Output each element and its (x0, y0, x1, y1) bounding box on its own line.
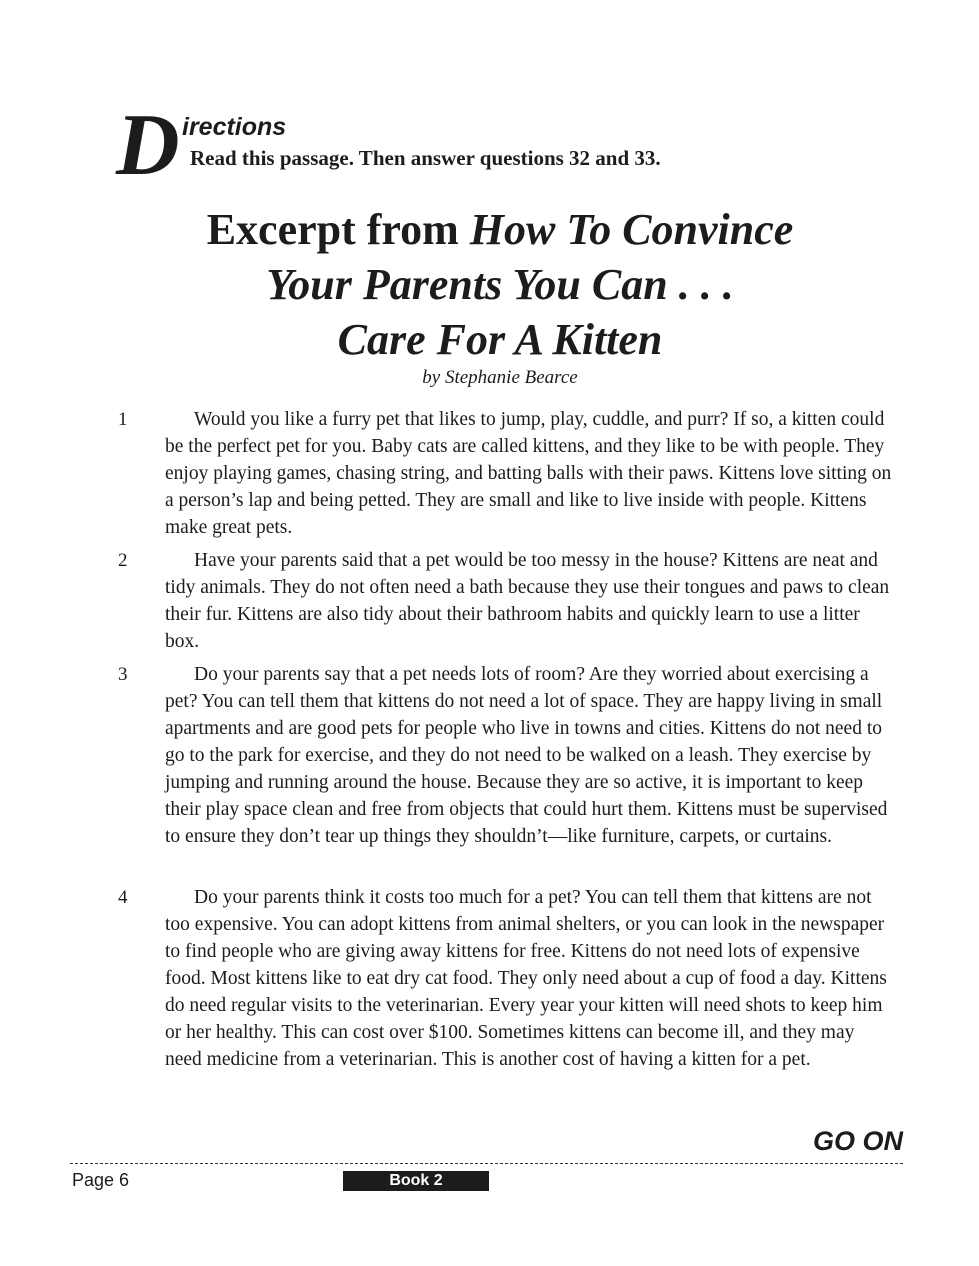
book-label: Book 2 (343, 1171, 489, 1191)
paragraph-text: Do your parents say that a pet needs lots of room? Are they worried about exercising a pet? You can tell them that kittens do not need a lot of space. They are happy living in small apartments and are good pets for people who live in towns and cities. Kittens do not need to go to the park for exercise, and they do not need to be walked on a leash. They exercise by jumping and running around the house. Because they are so active, it is important to keep their play space clean and free from objects that could hurt them. Kittens must be supervised to ensure they don’t tear up things they shouldn’t—like furniture, carpets, or curtains. (165, 664, 888, 847)
paragraph-number: 1 (118, 409, 128, 430)
title-line-2 (100, 257, 900, 313)
footer-dashed-rule (70, 1163, 903, 1164)
title-line-1 (100, 202, 900, 258)
paragraph-text: Have your parents said that a pet would be too messy in the house? Kittens are neat and tidy animals. They do not often need a bath because they use their tongues and paws to clean their fur. Kittens are also tidy about their bathroom habits and quickly learn to use a litter box. (165, 550, 890, 652)
author-byline: by Stephanie Bearce (422, 367, 578, 388)
directions-drop-cap: D (116, 97, 180, 194)
directions-heading: irections (182, 113, 287, 141)
paragraph-number: 2 (118, 550, 128, 571)
title-book-name-end: Care For A Kitten (337, 315, 663, 364)
paragraph-text: Do your parents think it costs too much for a pet? You can tell them that kittens are not too expensive. You can adopt kittens from animal shelters, or you can look in the newspaper to find people who are giving away kittens for free. Kittens do not need lots of expensive food. Most kittens like to eat dry cat food. They only need about a cup of food a day. Kittens do need regular visits to the veterinarian. Every year your kitten will need shots to keep him or her healthy. This can cost over $100. Sometimes kittens can become ill, and they may need medicine from a veterinarian. This is another cost of having a kitten for a pet. (165, 887, 887, 1070)
paragraph-number: 3 (118, 664, 128, 685)
directions-text: Read this passage. Then answer questions 32 and 33. (190, 146, 661, 170)
page-number: Page 6 (72, 1170, 130, 1190)
title-prefix: Excerpt from (206, 205, 470, 254)
paragraph-text: Would you like a furry pet that likes to jump, play, cuddle, and purr? If so, a kitten could be the perfect pet for you. Baby cats are called kittens, and they like to be with people. They enjoy playing games, chasing string, and batting balls with their paws. Kittens love sitting on a person’s lap and being petted. They are small and like to live inside with people. Kittens make great pets. (165, 409, 892, 538)
go-on-indicator: GO ON (812, 1126, 903, 1156)
title-book-name-cont: Your Parents You Can . . . (266, 260, 734, 309)
paragraph-number: 4 (118, 887, 128, 908)
title-book-name: How To Convince (469, 205, 794, 254)
title-line-3 (100, 312, 900, 368)
